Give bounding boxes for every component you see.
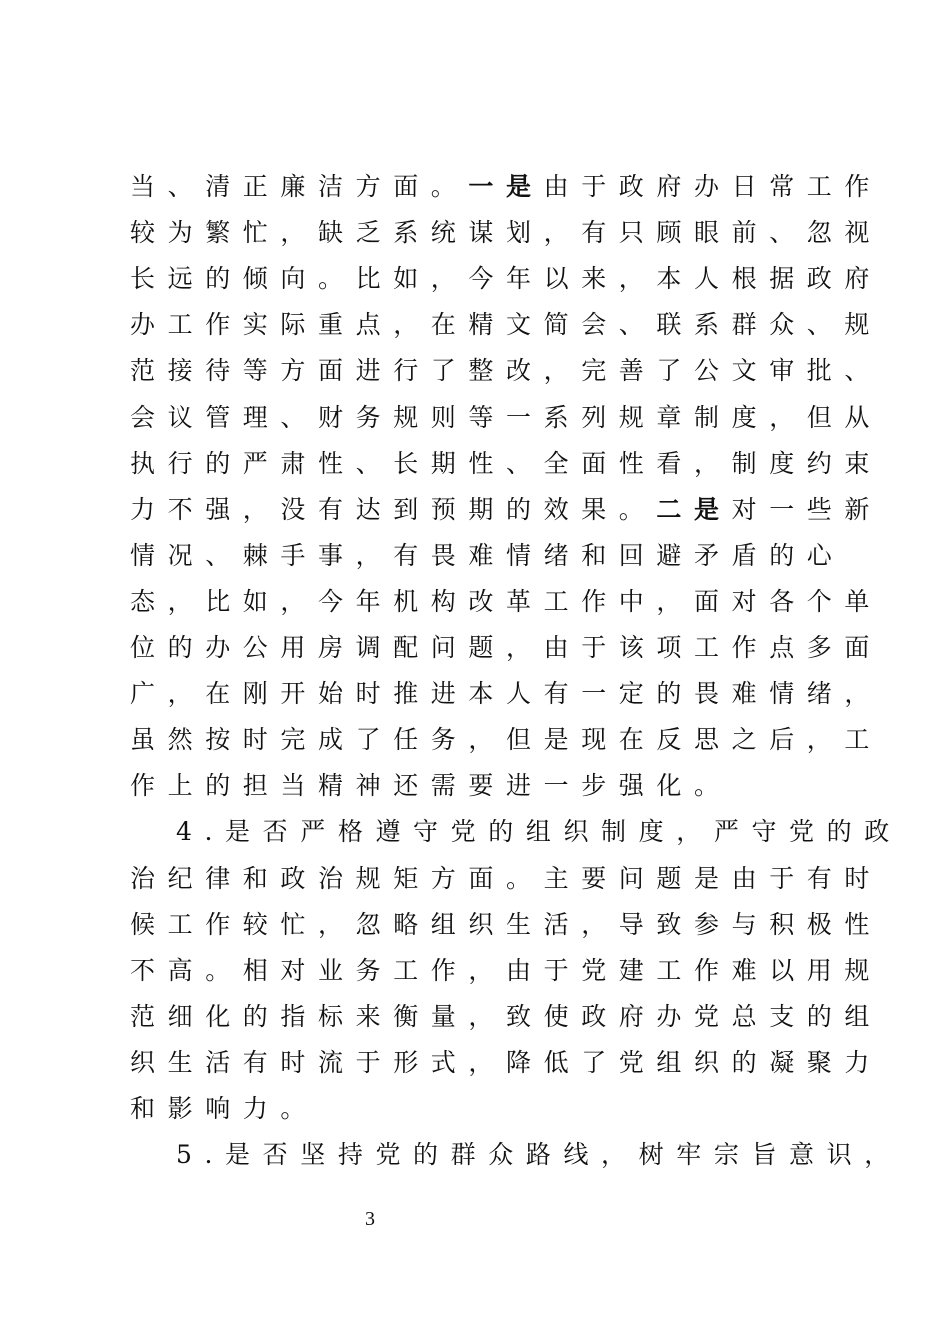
- text-line: [130, 625, 883, 671]
- text-segment: 态，比如，今年机构改革工作中，面对各个单: [130, 586, 883, 616]
- text-segment: 对一些新: [731, 494, 883, 524]
- text-segment: 会议管理、财务规则等一系列规章制度，但从: [130, 402, 883, 432]
- text-segment: 情况、棘手事，有畏难情绪和回避矛盾的心: [130, 540, 845, 570]
- text-line: [130, 348, 883, 394]
- text-line: [130, 441, 883, 487]
- text-segment: 5.是否坚持党的群众路线，树牢宗旨意识，: [176, 1140, 902, 1170]
- text-line: [130, 256, 883, 302]
- text-line: [130, 856, 883, 902]
- text-line: [130, 164, 883, 210]
- text-segment: 候工作较忙，忽略组织生活，导致参与积极性: [130, 909, 883, 939]
- text-segment: 虽然按时完成了任务，但是现在反思之后，工: [130, 725, 883, 755]
- text-line: [130, 395, 883, 441]
- text-segment: 作上的担当精神还需要进一步强化。: [130, 771, 732, 801]
- bold-emphasis: 二是: [656, 494, 732, 524]
- text-segment: 范细化的指标来衡量，致使政府办党总支的组: [130, 1001, 883, 1031]
- text-line: [130, 763, 820, 809]
- text-segment: 4.是否严格遵守党的组织制度，严守党的政: [176, 817, 902, 847]
- text-line: [130, 994, 883, 1040]
- text-line: [130, 487, 883, 533]
- text-segment: 范接待等方面进行了整改，完善了公文审批、: [130, 356, 883, 386]
- text-segment: 治纪律和政治规矩方面。主要问题是由于有时: [130, 863, 883, 893]
- text-segment: 织生活有时流于形式，降低了党组织的凝聚力: [130, 1047, 883, 1077]
- text-segment: 位的办公用房调配问题，由于该项工作点多面: [130, 633, 883, 662]
- text-line: [130, 1040, 883, 1086]
- text-line: [130, 671, 883, 717]
- text-segment: 和影响力。: [130, 1094, 319, 1123]
- text-segment: 广，在刚开始时推进本人有一定的畏难情绪，: [130, 679, 883, 709]
- text-segment: 力不强，没有达到预期的效果。: [130, 494, 657, 524]
- text-line: [130, 1086, 820, 1132]
- bold-emphasis: 一是: [468, 172, 544, 201]
- text-segment: 执行的严肃性、长期性、全面性看，制度约束: [130, 448, 883, 478]
- text-line: [130, 302, 883, 348]
- text-line: [130, 210, 883, 256]
- page-number: 3: [365, 1208, 375, 1230]
- text-segment: 较为繁忙，缺乏系统谋划，有只顾眼前、忽视: [130, 218, 883, 248]
- text-segment: 不高。相对业务工作，由于党建工作难以用规: [130, 955, 883, 985]
- text-line: [130, 902, 883, 948]
- text-segment: 由于政府办日常工作: [543, 172, 883, 201]
- text-segment: 办工作实际重点，在精文简会、联系群众、规: [130, 310, 883, 340]
- text-segment: 长远的倾向。比如，今年以来，本人根据政府: [130, 264, 883, 294]
- text-line: [130, 717, 883, 763]
- text-line: [130, 533, 845, 579]
- text-line: [130, 948, 883, 994]
- text-line: [130, 579, 883, 625]
- text-line: [176, 1132, 902, 1178]
- text-segment: 当、清正廉洁方面。: [130, 172, 469, 201]
- text-line: [176, 809, 902, 855]
